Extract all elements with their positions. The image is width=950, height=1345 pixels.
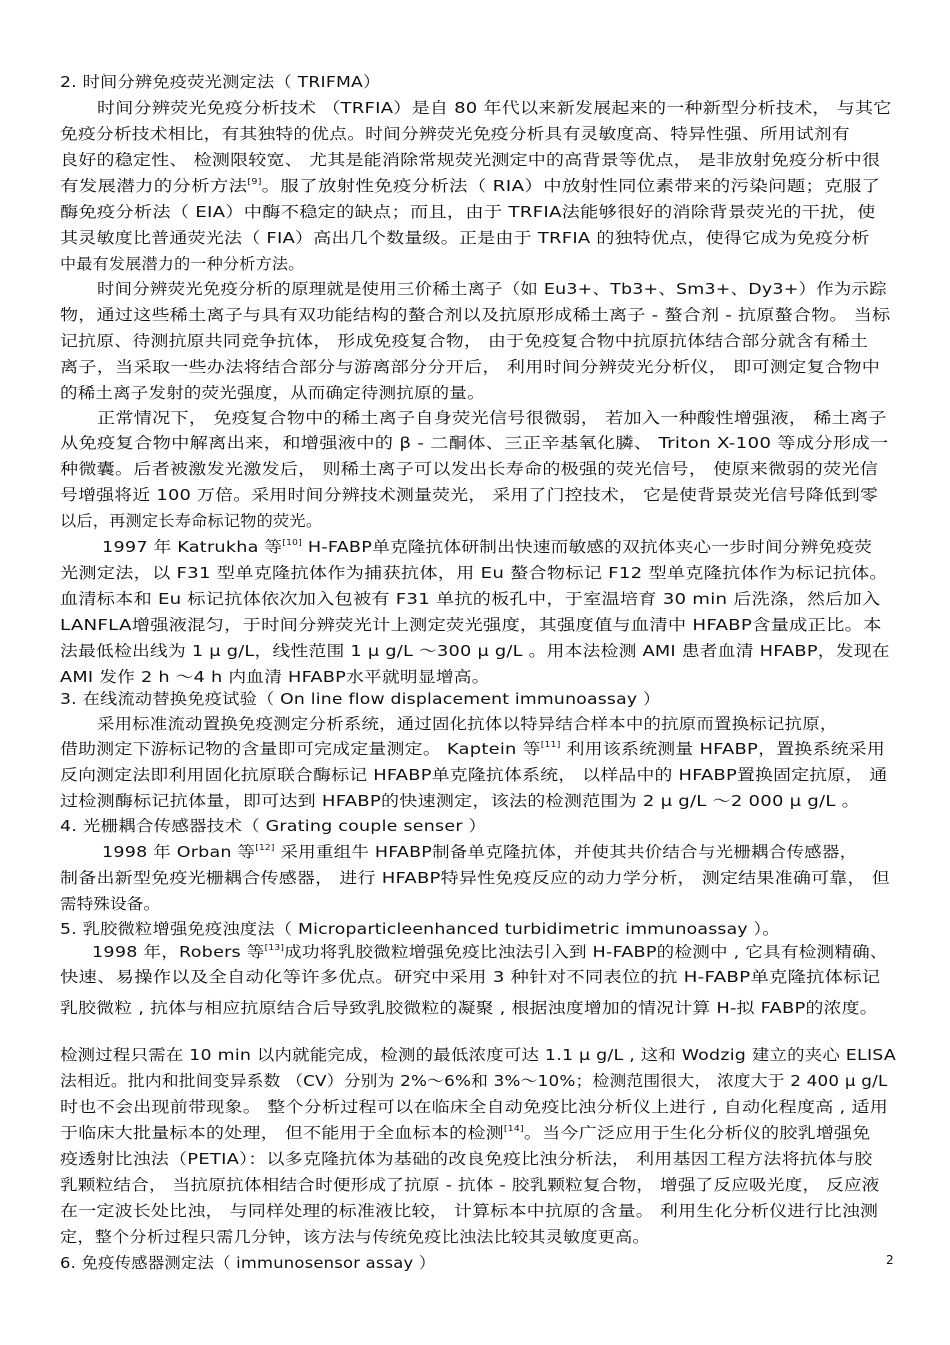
text-line [60,458,878,480]
text-line [60,666,490,688]
text-line [60,1252,435,1274]
text-line [60,510,322,532]
text-line [60,227,870,249]
text-line [92,941,888,963]
line-text: 时间分辨荧光免疫分析的原理就是使用三价稀土离子（如 Eu3+、Tb3+、Sm3+、Dy3+）作为示踪 [97,280,887,298]
text-line [60,432,888,454]
line-text: 5. 乳胶微粒增强免疫浊度法（ Microparticleenhanced turbidimetric immunoassay ）。 [60,920,780,938]
citation-ref: [12] [255,843,275,852]
line-text: 1997 年 Katrukha 等 [102,538,283,556]
text-line [60,614,882,636]
text-line [60,562,888,584]
line-text: 成功将乳胶微粒增强免疫比浊法引入到 H-FABP的检测中 , 它具有检测精确、 [284,943,888,961]
text-line [60,764,888,786]
line-text: 1998 年 Orban 等 [102,843,256,861]
line-text: 。当今广泛应用于生化分析仪的胶乳增强免 [523,1124,871,1142]
text-line [60,588,880,610]
line-text: 正常情况下， 免疫复合物中的稀土离子自身荧光信号很微弱， 若加入一种酸性增强液， 稀土离子 [97,409,887,427]
text-line [60,1096,888,1118]
text-line [102,841,857,863]
line-text: 从免疫复合物中解离出来，和增强液中的 β - 二酮体、三正辛基氧化膦、 Triton X-100 等成分形成一 [60,434,889,452]
page-number: 2 [886,1253,894,1267]
line-text: 2. 时间分辨免疫荧光测定法（ TRIFMA） [60,73,381,91]
text-line [60,1174,880,1196]
line-text: 的稀土离子发射的荧光强度，从而确定待测抗原的量。 [60,384,485,402]
text-line [97,278,887,300]
text-line [60,201,876,223]
citation-ref: [11] [540,740,561,749]
line-text: 乳颗粒结合， 当抗原抗体相结合时便形成了抗原 - 抗体 - 胶乳颗粒复合物， 增强了反应吸光度， 反应液 [60,1176,880,1194]
line-text: 中最有发展潜力的一种分析方法。 [60,255,305,273]
text-line [60,71,381,93]
line-text: H-FABP单克隆抗体研制出快速而敏感的双抗体夹心一步时间分辨免疫荧 [301,538,873,556]
text-line [60,815,486,837]
text-line [60,253,304,275]
text-line [60,304,890,326]
citation-ref: [9] [247,177,262,186]
text-line [60,966,880,988]
line-text: 良好的稳定性、 检测限较宽、 尤其是能消除常规荧光测定中的高背景等优点， 是非放射免疫分析中很 [60,151,881,169]
text-line [60,640,890,662]
text-line [60,382,485,404]
line-text: 制备出新型免疫光栅耦合传感器， 进行 HFABP特异性免疫反应的动力学分析， 测定结果准确可靠， 但 [60,869,890,887]
line-text: 于临床大批量标本的处理， 但不能用于全血标本的检测 [60,1124,504,1142]
line-text: 6. 免疫传感器测定法（ immunosensor assay ） [60,1254,436,1272]
text-line [60,484,878,506]
text-line [60,893,160,915]
line-text: 其灵敏度比普通荧光法（ FIA）高出几个数量级。正是由于 TRFIA 的独特优点，使得它成为免疫分析 [60,229,870,247]
text-line [97,713,837,735]
line-text: 需特殊设备。 [60,895,161,913]
line-text: 法最低检出线为 1 μ g/L，线性范围 1 μ g/L ～300 μ g/L 。用本法检测 AMI 患者血清 HFABP，发现在 [60,642,890,660]
text-line [60,918,780,940]
line-text: 3. 在线流动替换免疫试验（ On line flow displacement immunoassay ） [60,690,661,708]
line-text: 定，整个分析过程只需几分钟，该方法与传统免疫比浊法比较其灵敏度更高。 [60,1228,650,1246]
text-line [60,790,860,812]
line-text: 利用该系统测量 HFABP，置换系统采用 [560,740,886,758]
text-line [60,175,880,197]
citation-ref: [14] [503,1124,524,1133]
line-text: 检测过程只需在 10 min 以内就能完成，检测的最低浓度可达 1.1 μ g/L , 这和 Wodzig 建立的夹心 ELISA [60,1046,897,1064]
line-text: 种微囊。后者被激发光激发后， 则稀土离子可以发出长寿命的极强的荧光信号， 使原来微弱的荧光信 [60,460,879,478]
line-text: 借助测定下游标记物的含量即可完成定量测定。 Kaptein 等 [60,740,541,758]
line-text: 离子，当采取一些办法将结合部分与游离部分分开后， 利用时间分辨荧光分析仪， 即可测定复合物中 [60,358,881,376]
line-text: 物，通过这些稀土离子与具有双功能结构的螯合剂以及抗原形成稀土离子 - 螯合剂 - 抗原螯合物。 当标 [60,306,891,324]
line-text: 有发展潜力的分析方法 [60,177,248,195]
line-text: 1998 年，Robers 等 [92,943,265,961]
line-text: AMI 发作 2 h ～4 h 内血清 HFABP水平就明显增高。 [60,668,490,686]
text-line [60,1122,871,1144]
line-text: 光测定法，以 F31 型单克隆抗体作为捕获抗体，用 Eu 螯合物标记 F12 型单克隆抗体作为标记抗体。 [60,564,888,582]
text-line [60,1070,888,1092]
line-text: 采用重组牛 HFABP制备单克隆抗体，并使其共价结合与光栅耦合传感器， [274,843,858,861]
line-text: 号增强将近 100 万倍。采用时间分辨技术测量荧光， 采用了门控技术， 它是使背景荧光信号降低到零 [60,486,879,504]
text-line [60,1148,873,1170]
text-line [60,356,880,378]
line-text: 在一定波长处比浊， 与同样处理的标准液比较， 计算标本中抗原的含量。 利用生化分析仪进行比浊测 [60,1202,879,1220]
line-text: 血清标本和 Eu 标记抗体依次加入包被有 F31 单抗的板孔中，于室温培育 30 min 后洗涤，然后加入 [60,590,881,608]
line-text: 乳胶微粒 , 抗体与相应抗原结合后导致乳胶微粒的凝聚 , 根据浊度增加的情况计算 H-拟 FABP的浓度。 [60,999,878,1017]
text-line [60,330,868,352]
text-line [60,1200,878,1222]
text-line [102,536,872,558]
line-text: 采用标准流动置换免疫测定分析系统，通过固化抗体以特异结合样本中的抗原而置换标记抗原， [97,715,838,733]
text-line [60,1044,896,1066]
line-text: 免疫分析技术相比，有其独特的优点。时间分辨荧光免疫分析具有灵敏度高、特异性强、所用试剂有 [60,125,850,143]
line-text: 酶免疫分析法（ EIA）中酶不稳定的缺点；而且，由于 TRFIA法能够很好的消除背景荧光的干扰，使 [60,203,876,221]
line-text: 时间分辨荧光免疫分析技术 （TRFIA）是自 80 年代以来新发展起来的一种新型分析技术， 与其它 [97,99,892,117]
text-line [60,149,880,171]
line-text: 过检测酶标记抗体量，即可达到 HFABP的快速测定，该法的检测范围为 2 μ g/L ～2 000 μ g/L 。 [60,792,860,810]
line-text: 4. 光栅耦合传感器技术（ Grating couple senser ） [60,817,487,835]
citation-ref: [10] [282,538,302,547]
line-text: LANFLA增强液混匀，于时间分辨荧光计上测定荧光强度，其强度值与血清中 HFABP含量成正比。本 [60,616,882,634]
line-text: 快速、易操作以及全自动化等许多优点。研究中采用 3 种针对不同表位的抗 H-FABP单克隆抗体标记 [60,968,881,986]
line-text: 以后，再测定长寿命标记物的荧光。 [60,512,323,530]
text-line [60,738,885,760]
line-text: 记抗原、待测抗原共同竞争抗体， 形成免疫复合物， 由于免疫复合物中抗原抗体结合部分就含有稀土 [60,332,869,350]
line-text: 时也不会出现前带现象。 整个分析过程可以在临床全自动免疫比浊分析仪上进行 , 自动化程度高 , 适用 [60,1098,888,1116]
text-line [97,97,891,119]
text-line [60,688,660,710]
line-text: 法相近。批内和批间变异系数 （CV）分别为 2%～6%和 3%～10%；检测范围很大， 浓度大于 2 400 μ g/L [60,1072,888,1090]
text-line [60,1226,650,1248]
text-line [60,997,878,1019]
text-line [97,407,887,429]
text-line [60,867,890,889]
line-text: 疫透射比浊法（PETIA）：以多克隆抗体为基础的改良免疫比浊分析法， 利用基因工程方法将抗体与胶 [60,1150,873,1168]
text-line [60,123,850,145]
line-text: 。服了放射性免疫分析法（ RIA）中放射性同位素带来的污染问题；克服了 [261,177,881,195]
citation-ref: [13] [264,943,285,952]
line-text: 反向测定法即利用固化抗原联合酶标记 HFABP单克隆抗体系统， 以样品中的 HFABP置换固定抗原， 通 [60,766,888,784]
